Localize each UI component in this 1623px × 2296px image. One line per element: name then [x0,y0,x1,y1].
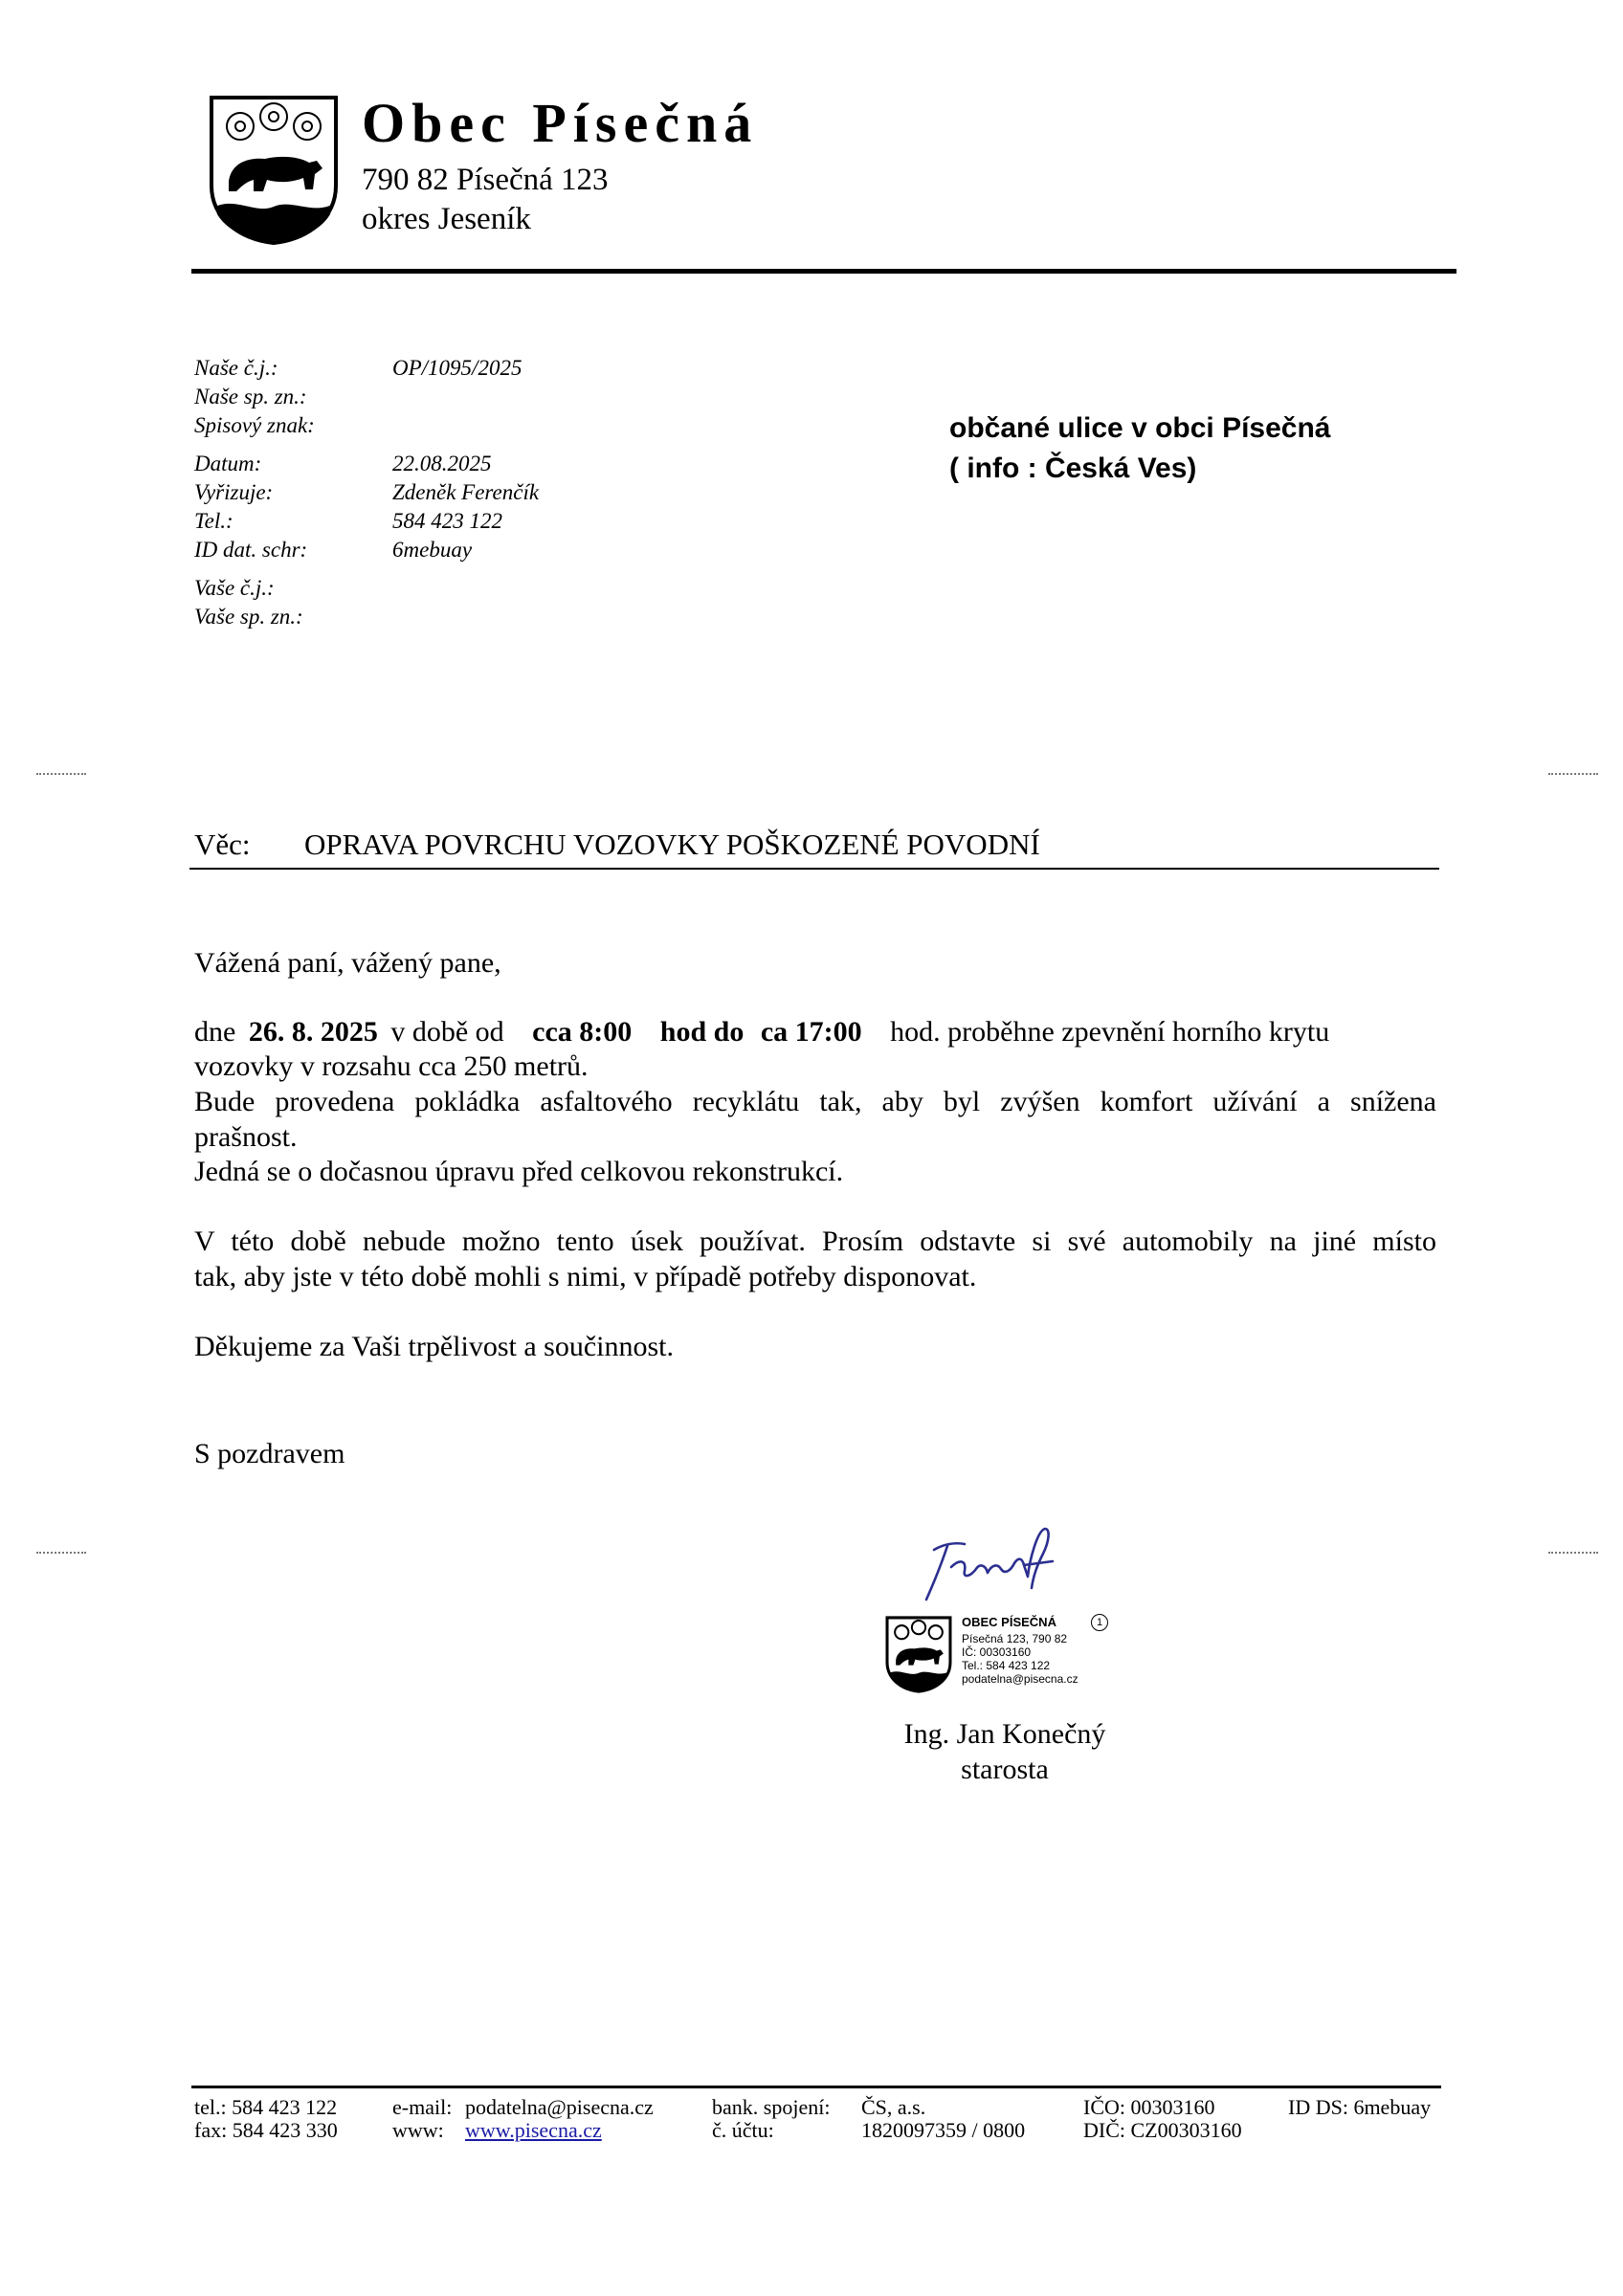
p1-to-label: hod do [659,1016,745,1048]
ref-tel-label: Tel.: [194,509,233,533]
signer-title: starosta [961,1754,1049,1785]
ref-vase-spzn-label: Vaše sp. zn.: [194,605,303,629]
paragraph-4-line-2: tak, aby jste v této době mohli s nimi, v případě potřeby disponovat. [194,1261,977,1292]
fold-mark-left-upper [36,773,86,775]
paragraph-4-line-1: V této době nebude možno tento úsek používat. Prosím odstavte si své automobily na jiné místo [194,1225,1436,1257]
footer-divider [191,2086,1441,2088]
fold-mark-right-lower [1548,1552,1598,1554]
ref-tel-value: 584 423 122 [392,509,502,533]
salutation: Vážená paní, vážený pane, [194,947,501,979]
ref-nase-cj-value: OP/1095/2025 [392,356,522,380]
subject-text: OPRAVA POVRCHU VOZOVKY POŠKOZENÉ POVODNÍ [304,828,1040,861]
p1-text-c: hod. proběhne zpevnění horního krytu [890,1016,1330,1048]
recipient-line1: občané ulice v obci Písečná [949,412,1331,444]
stamp-address: Písečná 123, 790 82 [962,1632,1068,1645]
paragraph-1-line-1 [194,1018,1329,1047]
footer-website-link[interactable]: www.pisecna.cz [465,2118,602,2142]
fold-mark-right-upper [1548,773,1598,775]
ref-iddat-label: ID dat. schr: [194,538,308,562]
subject-underline [189,868,1439,870]
ref-vyrizuje-label: Vyřizuje: [194,480,274,504]
organization-district: okres Jeseník [362,202,531,236]
footer-email[interactable]: podatelna@pisecna.cz [465,2095,654,2119]
ref-iddat-value: 6mebuay [392,538,473,562]
p1-time-to: ca 17:00 [760,1016,862,1048]
footer-bank-label: bank. spojení: [712,2095,831,2119]
footer-dic: DIČ: CZ00303160 [1083,2118,1242,2142]
municipal-coat-of-arms [208,94,340,245]
subject-label: Věc: [194,828,251,861]
p1-date: 26. 8. 2025 [248,1016,378,1048]
ref-nase-cj-label: Naše č.j.: [194,356,278,380]
stamp-email: podatelna@pisecna.cz [962,1672,1078,1686]
footer-account-label: č. účtu: [712,2118,774,2142]
organization-name: Obec Písečná [362,92,759,154]
footer-bank: ČS, a.s. [861,2095,926,2119]
stamp-name: OBEC PÍSEČNÁ [962,1615,1056,1629]
signer-name: Ing. Jan Konečný [903,1718,1106,1750]
ref-vyrizuje-value: Zdeněk Ferenčík [392,480,540,504]
stamp-tel: Tel.: 584 423 122 [962,1659,1051,1672]
ref-datum-label: Datum: [194,452,262,475]
footer-fax: fax: 584 423 330 [194,2118,338,2142]
p1-time-from: cca 8:00 [532,1016,633,1048]
paragraph-2-line-1: Bude provedena pokládka asfaltového recyklátu tak, aby byl zvýšen komfort užívání a snížena [194,1086,1436,1117]
fold-mark-left-lower [36,1552,86,1554]
stamp-coat-of-arms [885,1614,952,1694]
paragraph-3: Jedná se o dočasnou úpravu před celkovou rekonstrukcí. [194,1156,844,1187]
thanks-line: Děkujeme za Vaši trpělivost a součinnost. [194,1331,675,1362]
handwritten-signature [909,1521,1062,1607]
footer-idds: ID DS: 6mebuay [1288,2095,1432,2119]
footer-ico: IČO: 00303160 [1083,2095,1215,2119]
official-stamp [885,1610,1115,1706]
paragraph-1-line-2: vozovky v rozsahu cca 250 metrů. [194,1050,589,1082]
organization-address: 790 82 Písečná 123 [362,163,609,197]
paragraph-2-line-2: prašnost. [194,1121,298,1153]
footer-email-label: e-mail: [392,2095,453,2119]
stamp-number-badge: 1 [1091,1614,1108,1631]
closing-line: S pozdravem [194,1438,345,1469]
stamp-ic: IČ: 00303160 [962,1645,1032,1659]
p1-text-b: v době od [390,1016,504,1048]
ref-spisovy-znak-label: Spisový znak: [194,413,315,437]
footer-tel: tel.: 584 423 122 [194,2095,338,2119]
footer-account: 1820097359 / 0800 [861,2118,1026,2142]
footer-www-label: www: [392,2118,444,2142]
ref-nase-spzn-label: Naše sp. zn.: [194,385,307,408]
recipient-line2: ( info : Česká Ves) [949,453,1197,484]
header-divider [191,269,1456,274]
p1-text-a: dne [194,1016,236,1048]
ref-datum-value: 22.08.2025 [392,452,492,475]
ref-vase-cj-label: Vaše č.j.: [194,576,275,600]
